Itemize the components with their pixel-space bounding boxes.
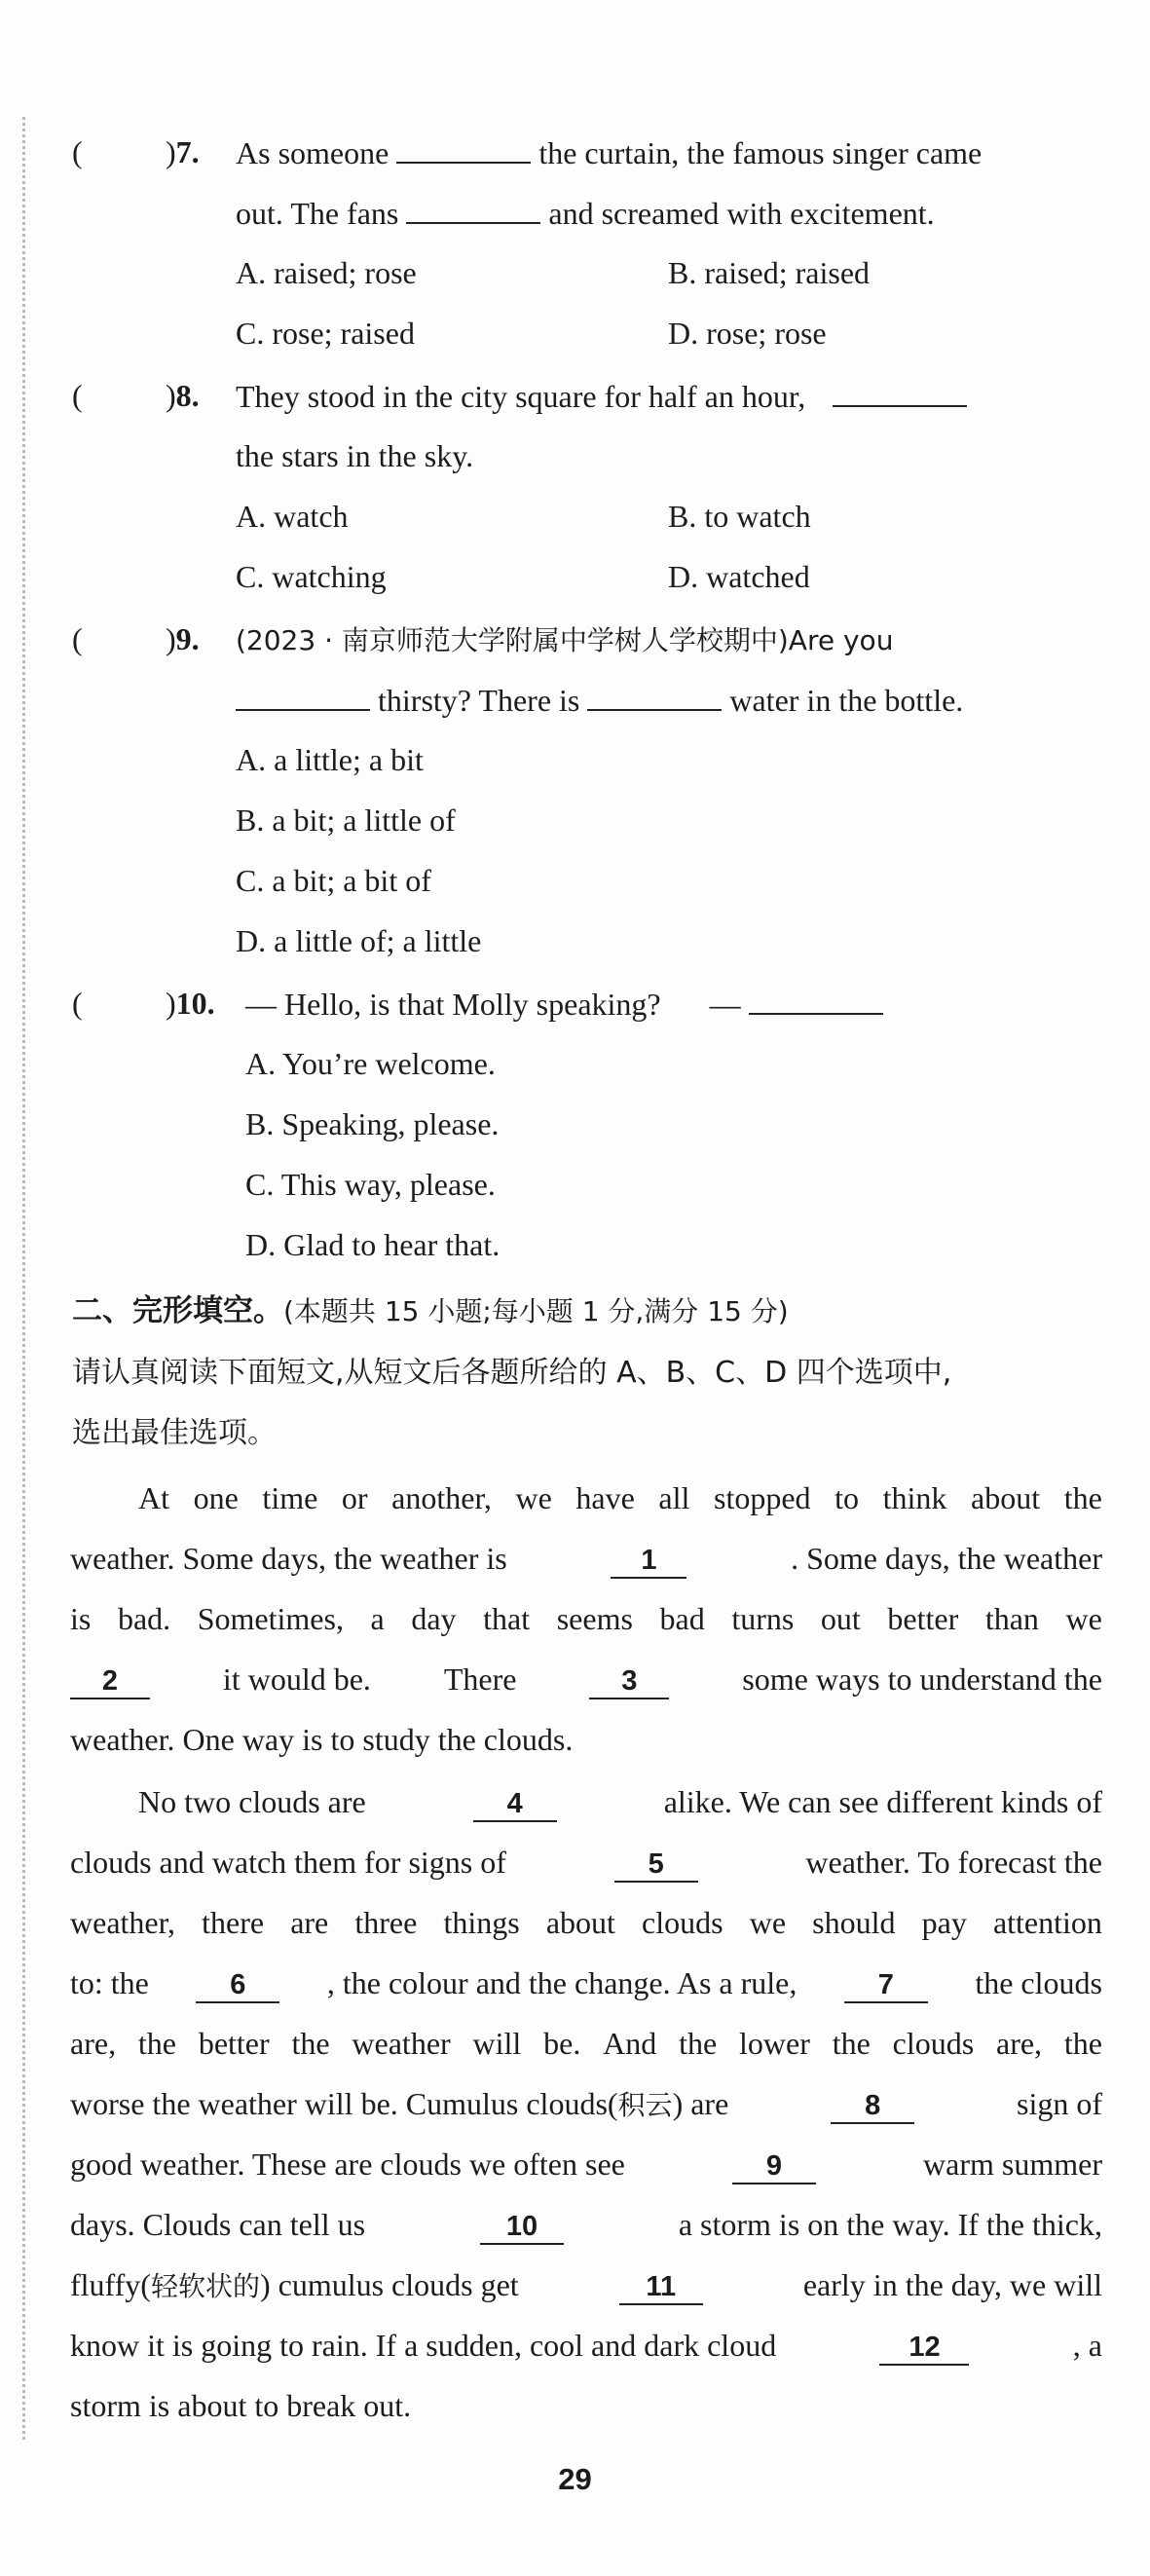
passage-line: fluffy(轻软状的) cumulus clouds get 11 early in the day, we will — [70, 2265, 1102, 2306]
passage-line: storm is about to break out. — [70, 2388, 412, 2423]
question-stem: out. The fans and screamed with excitement. — [236, 193, 935, 233]
passage-line: weather. Some days, the weather is 1 . Some days, the weather — [70, 1539, 1102, 1579]
option-d: D. Glad to hear that. — [245, 1227, 501, 1262]
passage-line: clouds and watch them for signs of 5 weather. To forecast the — [70, 1843, 1102, 1883]
cloze-blank: 2 — [70, 1664, 150, 1699]
cloze-blank: 7 — [844, 1968, 928, 2003]
answer-paren-open: ( — [72, 378, 83, 413]
answer-blank — [396, 132, 531, 164]
section-note: (本题共 15 小题;每小题 1 分,满分 15 分) — [283, 1295, 789, 1327]
passage-line: worse the weather will be. Cumulus clouds(积云) are 8 sign of — [70, 2084, 1102, 2125]
cloze-blank: 4 — [473, 1787, 557, 1822]
passage-line: know it is going to rain. If a sudden, cool and dark cloud 12 , a — [70, 2326, 1102, 2366]
option-d: D. rose; rose — [668, 316, 827, 351]
cloze-blank: 3 — [589, 1664, 669, 1699]
passage-line: are, the better the weather will be. And the lower the clouds are, the — [70, 2026, 1102, 2061]
option-b: B. a bit; a little of — [236, 803, 456, 838]
section-instruction-line-1: 请认真阅读下面短文,从短文后各题所给的 A、B、C、D 四个选项中, — [72, 1356, 952, 1390]
question-stem: thirsty? There is water in the bottle. — [236, 680, 963, 720]
question-number: 8. — [175, 378, 200, 413]
answer-blank — [749, 984, 883, 1015]
cloze-blank: 6 — [196, 1968, 279, 2003]
passage-line: to: the 6 , the colour and the change. As a rule, 7 the clouds — [70, 1963, 1102, 2003]
cloze-blank: 11 — [619, 2270, 703, 2305]
option-b: B. Speaking, please. — [245, 1106, 500, 1141]
passage-line: weather. One way is to study the clouds. — [70, 1722, 574, 1757]
question-stem: — Hello, is that Molly speaking? — — [245, 984, 883, 1024]
answer-paren-close: )9. — [166, 621, 200, 656]
option-c: C. watching — [236, 559, 387, 594]
answer-paren-open: ( — [72, 621, 83, 656]
cloze-blank: 12 — [879, 2331, 969, 2366]
option-a: A. a little; a bit — [236, 742, 424, 777]
passage-line: is bad. Sometimes, a day that seems bad turns out better than we — [70, 1601, 1102, 1636]
option-b: B. raised; raised — [668, 255, 871, 290]
passage-line: weather, there are three things about clouds we should pay attention — [70, 1905, 1102, 1940]
answer-paren-close: )7. — [166, 134, 200, 169]
question-stem: the stars in the sky. — [236, 438, 474, 473]
passage-line: At one time or another, we have all stopped to think about the — [138, 1480, 1102, 1515]
page-number: 29 — [558, 2462, 592, 2496]
question-stem: They stood in the city square for half an hour, — [236, 376, 967, 416]
question-number: 7. — [175, 134, 200, 169]
cloze-blank: 5 — [614, 1848, 698, 1883]
cloze-blank: 9 — [732, 2149, 816, 2184]
answer-blank — [236, 680, 370, 711]
passage-line: good weather. These are clouds we often see 9 warm summer — [70, 2145, 1102, 2184]
answer-paren-open: ( — [72, 134, 83, 169]
question-number: 9. — [175, 621, 200, 656]
cloze-blank: 1 — [611, 1544, 686, 1579]
cloze-blank: 8 — [831, 2089, 914, 2124]
answer-paren-open: ( — [72, 986, 83, 1021]
section-instruction-line-2: 选出最佳选项。 — [72, 1416, 277, 1450]
cloze-blank: 10 — [480, 2210, 564, 2245]
option-d: D. a little of; a little — [236, 923, 482, 958]
passage-line: No two clouds are 4 alike. We can see different kinds of — [138, 1782, 1102, 1822]
answer-paren-close: )8. — [166, 378, 200, 413]
option-a: A. raised; rose — [236, 255, 417, 290]
option-a: A. watch — [236, 499, 349, 534]
answer-paren-close: )10. — [166, 986, 215, 1021]
option-c: C. rose; raised — [236, 316, 415, 351]
answer-blank — [406, 193, 540, 224]
question-number: 10. — [175, 986, 215, 1021]
section-title: 二、完形填空。(本题共 15 小题;每小题 1 分,满分 15 分) — [72, 1293, 789, 1328]
option-a: A. You’re welcome. — [245, 1046, 496, 1081]
binding-margin-line — [22, 117, 25, 2440]
option-c: C. This way, please. — [245, 1167, 496, 1202]
question-stem: (2023 · 南京师范大学附属中学树人学校期中)Are you — [236, 624, 894, 656]
option-c: C. a bit; a bit of — [236, 863, 431, 898]
answer-blank — [833, 376, 967, 407]
option-b: B. to watch — [668, 499, 811, 534]
passage-line: 2 it would be. There 3 some ways to understand the — [70, 1660, 1102, 1699]
question-stem: As someone the curtain, the famous singer came — [236, 132, 982, 172]
option-d: D. watched — [668, 559, 810, 594]
answer-blank — [587, 680, 722, 711]
passage-line: days. Clouds can tell us 10 a storm is on the way. If the thick, — [70, 2205, 1102, 2245]
